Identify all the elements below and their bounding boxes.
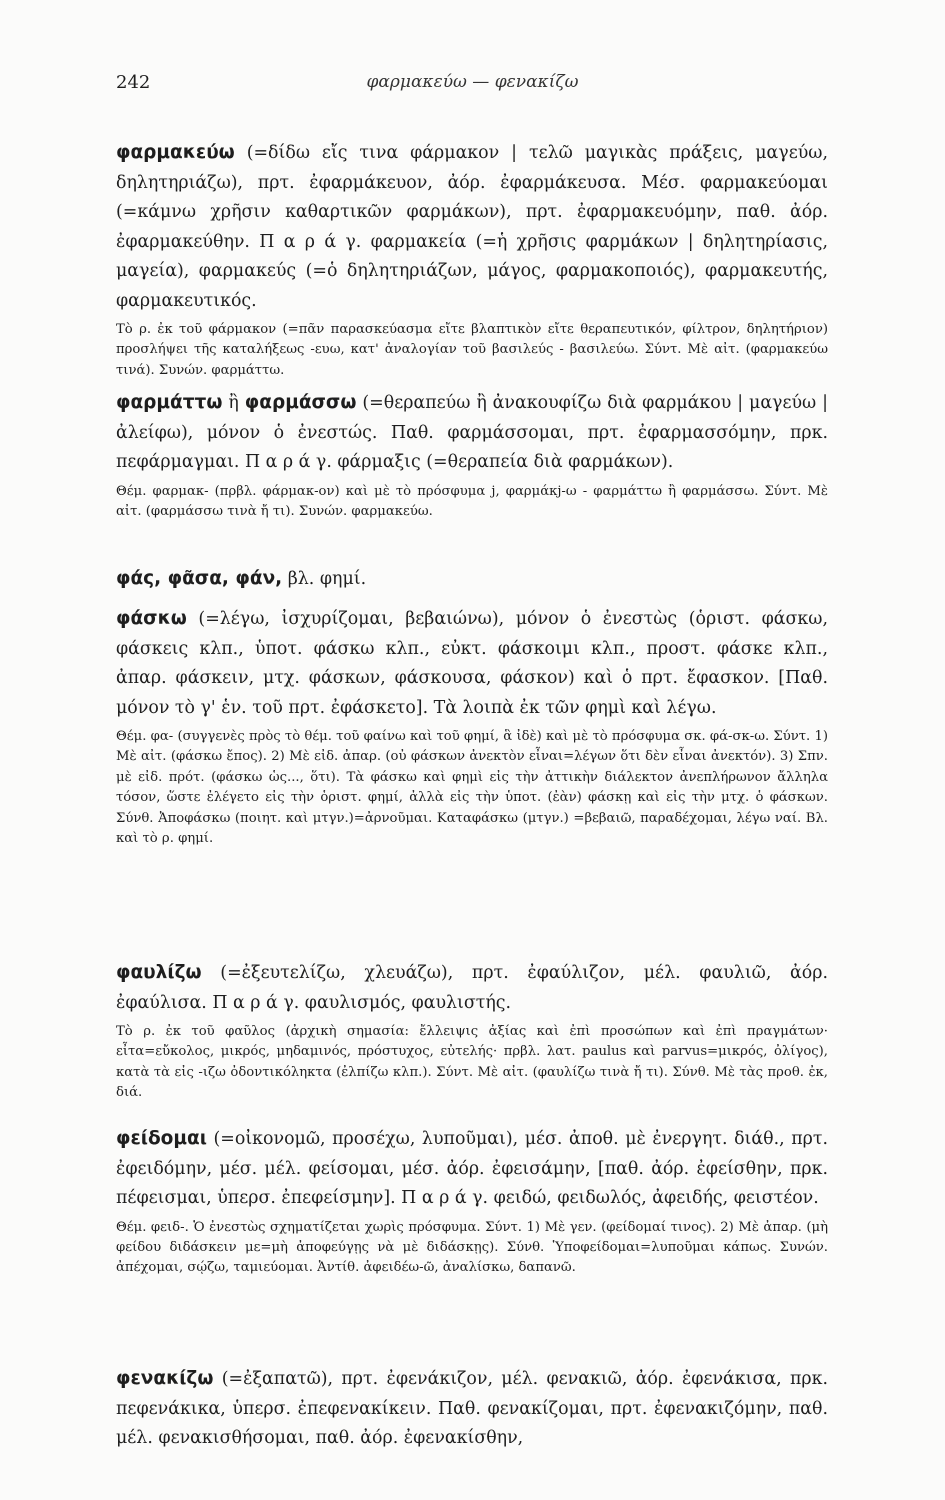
entry-main-text [116,958,828,1018]
entry-farmatto [116,388,828,522]
entry-notes: Θέμ. φαρμακ- (πρβλ. φάρμακ-ον) καὶ μὲ τὸ πρόσφυμα j, φαρμάκj-ω - φαρμάττω ἢ φαρμάσσω. Σύντ. Μὲ αἰτ. (φαρμάσσω τινὰ ἤ τι). Συνών. φαρμακεύω. [116,483,828,519]
entry-notes: Θέμ. φειδ-. Ὁ ἐνεστὼς σχηματίζεται χωρὶς πρόσφυμα. Σύντ. 1) Μὲ γεν. (φείδομαί τινος). 2) Μὲ ἀπαρ. (μὴ φείδου διδάσκειν με=μὴ ἀποφεύγῃς νὰ μὲ διδάσκῃς). Σύνθ. Ὑποφείδομαι=λυποῦμαι κάπως. Συνών. ἀπέχομαι, σῴζω, ταμιεύομαι. Ἀντίθ. ἀφειδέω-ῶ, ἀναλίσκω, δαπανῶ. [116,1219,828,1276]
headword: φάσκω [116,608,187,629]
entry-fas [116,564,828,595]
entry-main-text [116,388,828,478]
entry-fasko [116,604,828,849]
headword: φαυλίζω [116,962,202,983]
entry-body: (=θεραπεύω ἢ ἀνακουφίζω διὰ φαρμάκου | μαγεύω | ἀλείφω), μόνον ὁ ἐνεστώς. Παθ. φαρμάσσομαι, πρτ. ἐφαρμασσόμην, πρκ. πεφάρμαγμαι. Π α ρ ά γ. φάρμαξις (=θεραπεία διὰ φαρμάκων). [116,393,829,472]
entry-main-text [116,564,828,595]
entry-farmakeuo [116,138,828,381]
entry-body: (=δίδω εἴς τινα φάρμακον | τελῶ μαγικὰς πράξεις, μαγεύω, δηλητηριάζω), πρτ. ἐφαρμάκευον, ἀόρ. ἐφαρμάκευσα. Μέσ. φαρμακεύομαι (=κάμνω χρῆσιν καθαρτικῶν φαρμάκων), πρτ. ἐφαρμακευόμην, παθ. ἀόρ. ἐφαρμακεύθην. Π α ρ ά γ. φαρμακεία (=ἡ χρῆσις φαρμάκων | δηλητηρίασις, μαγεία), φαρμακεύς (=ὁ δηλητηριάζων, μάγος, φαρμακοποιός), φαρμακευτής, φαρμακευτικός. [116,143,828,311]
entry-body: (=ἐξευτελίζω, χλευάζω), πρτ. ἐφαύλιζον, μέλ. φαυλιῶ, ἀόρ. ἐφαύλισα. Π α ρ ά γ. φαυλισμός, φαυλιστής. [116,963,828,1013]
entry-feidomai [116,1124,828,1279]
entry-body: (=οἰκονομῶ, προσέχω, λυποῦμαι), μέσ. ἀποθ. μὲ ἐνεργητ. διάθ., πρτ. ἐφειδόμην, μέσ. μέλ. φείσομαι, μέσ. ἀόρ. ἐφεισάμην, [παθ. ἀόρ. ἐφείσθην, πρκ. πέφεισμαι, ὑπερσ. ἐπεφείσμην]. Π α ρ ά γ. φειδώ, φειδωλός, ἀφειδής, φειστέον. [116,1129,829,1208]
headword-connector: ἢ [228,393,239,413]
headword: φείδομαι [116,1128,207,1149]
headword-alternative: φαρμάσσω [244,392,357,413]
headword: φαρμακεύω [116,142,235,163]
page-number: 242 [116,72,151,93]
entry-main-text [116,1364,828,1454]
entry-notes: Θέμ. φα- (συγγενὲς πρὸς τὸ θέμ. τοῦ φαίνω καὶ τοῦ φημί, ἃ ἰδὲ) καὶ μὲ τὸ πρόσφυμα σκ. φά-σκ-ω. Σύντ. 1) Μὲ αἰτ. (φάσκω ἔπος). 2) Μὲ εἰδ. ἀπαρ. (οὐ φάσκων ἀνεκτὸν εἶναι=λέγων ὅτι δὲν εἶναι ἀνεκτόν). 3) Σπν. μὲ εἰδ. πρότ. (φάσκω ὡς..., ὅτι). Τὰ φάσκω καὶ φημὶ εἰς τὴν ἀττικὴν διάλεκτον ἀνεπλήρωνον ἄλληλα τόσον, ὥστε ἐλέγετο εἰς τὴν ὁριστ. φημί, ἀλλὰ εἰς τὴν ὑποτ. (ἐὰν) φάσκῃ καὶ εἰς τὴν μτχ. ὁ φάσκων. Σύνθ. Ἀποφάσκω (ποιητ. καὶ μτγν.)=ἀρνοῦμαι. Καταφάσκω (μτγν.) =βεβαιῶ, παραδέχομαι, λέγω ναί. Βλ. καὶ τὸ ρ. φημί. [116,729,828,847]
entry-notes: Τὸ ρ. ἐκ τοῦ φάρμακον (=πᾶν παρασκεύασμα εἴτε βλαπτικὸν εἴτε θεραπευτικόν, φίλτρον, δηλητήριον) προσλήψει τῆς καταλήξεως -ευω, κατ' ἀναλογίαν τοῦ βασιλεύς - βασιλεύω. Σύντ. Μὲ αἰτ. (φαρμακεύω τινά). Συνών. φαρμάττω. [116,322,828,378]
entry-main-text [116,138,828,316]
entry-main-text [116,1124,828,1214]
entry-body: (=ἐξαπατῶ), πρτ. ἐφενάκιζον, μέλ. φενακιῶ, ἀόρ. ἐφενάκισα, πρκ. πεφενάκικα, ὑπερσ. ἐπεφενακίκειν. Παθ. φενακίζομαι, πρτ. ἐφενακιζόμην, παθ. μέλ. φενακισθήσομαι, παθ. ἀόρ. ἐφενακίσθην, [116,1369,828,1448]
entry-faulizo [116,958,828,1104]
headword: φάς, φᾶσα, φάν, [116,568,283,589]
entry-fenakizo [116,1364,828,1454]
entry-body: (=λέγω, ἰσχυρίζομαι, βεβαιώνω), μόνον ὁ ἐνεστὼς (ὁριστ. φάσκω, φάσκεις κλπ., ὑποτ. φάσκω κλπ., εὐκτ. φάσκοιμι κλπ., προστ. φάσκε κλπ., ἀπαρ. φάσκειν, μτχ. φάσκων, φάσκουσα, φάσκον) καὶ ὁ πρτ. ἔφασκον. [Παθ. μόνον τὸ γ' ἑν. τοῦ πρτ. ἐφάσκετο]. Τὰ λοιπὰ ἐκ τῶν φημὶ καὶ λέγω. [116,609,828,718]
entry-main-text [116,604,828,723]
entry-body: βλ. φημί. [287,569,367,589]
entry-notes: Τὸ ρ. ἐκ τοῦ φαῦλος (ἀρχικὴ σημασία: ἔλλειψις ἀξίας καὶ ἐπὶ προσώπων καὶ ἐπὶ πραγμάτων· εἶτα=εὔκολος, μικρός, μηδαμινός, πρόστυχος, εὐτελής· πρβλ. λατ. paulus καὶ parvus=μικρός, ὀλίγος), κατὰ τὰ εἰς -ιζω ὀδοντικόληκτα (ἐλπίζω κλπ.). Σύντ. Μὲ αἰτ. (φαυλίζω τινὰ ἤ τι). Σύνθ. Μὲ τὰς προθ. ἐκ, διά. [116,1024,828,1101]
page-header [0,72,945,102]
headword: φαρμάττω [116,392,223,413]
headword: φενακίζω [116,1368,214,1389]
running-head: φαρμακεύω — φενακίζω [366,72,579,92]
